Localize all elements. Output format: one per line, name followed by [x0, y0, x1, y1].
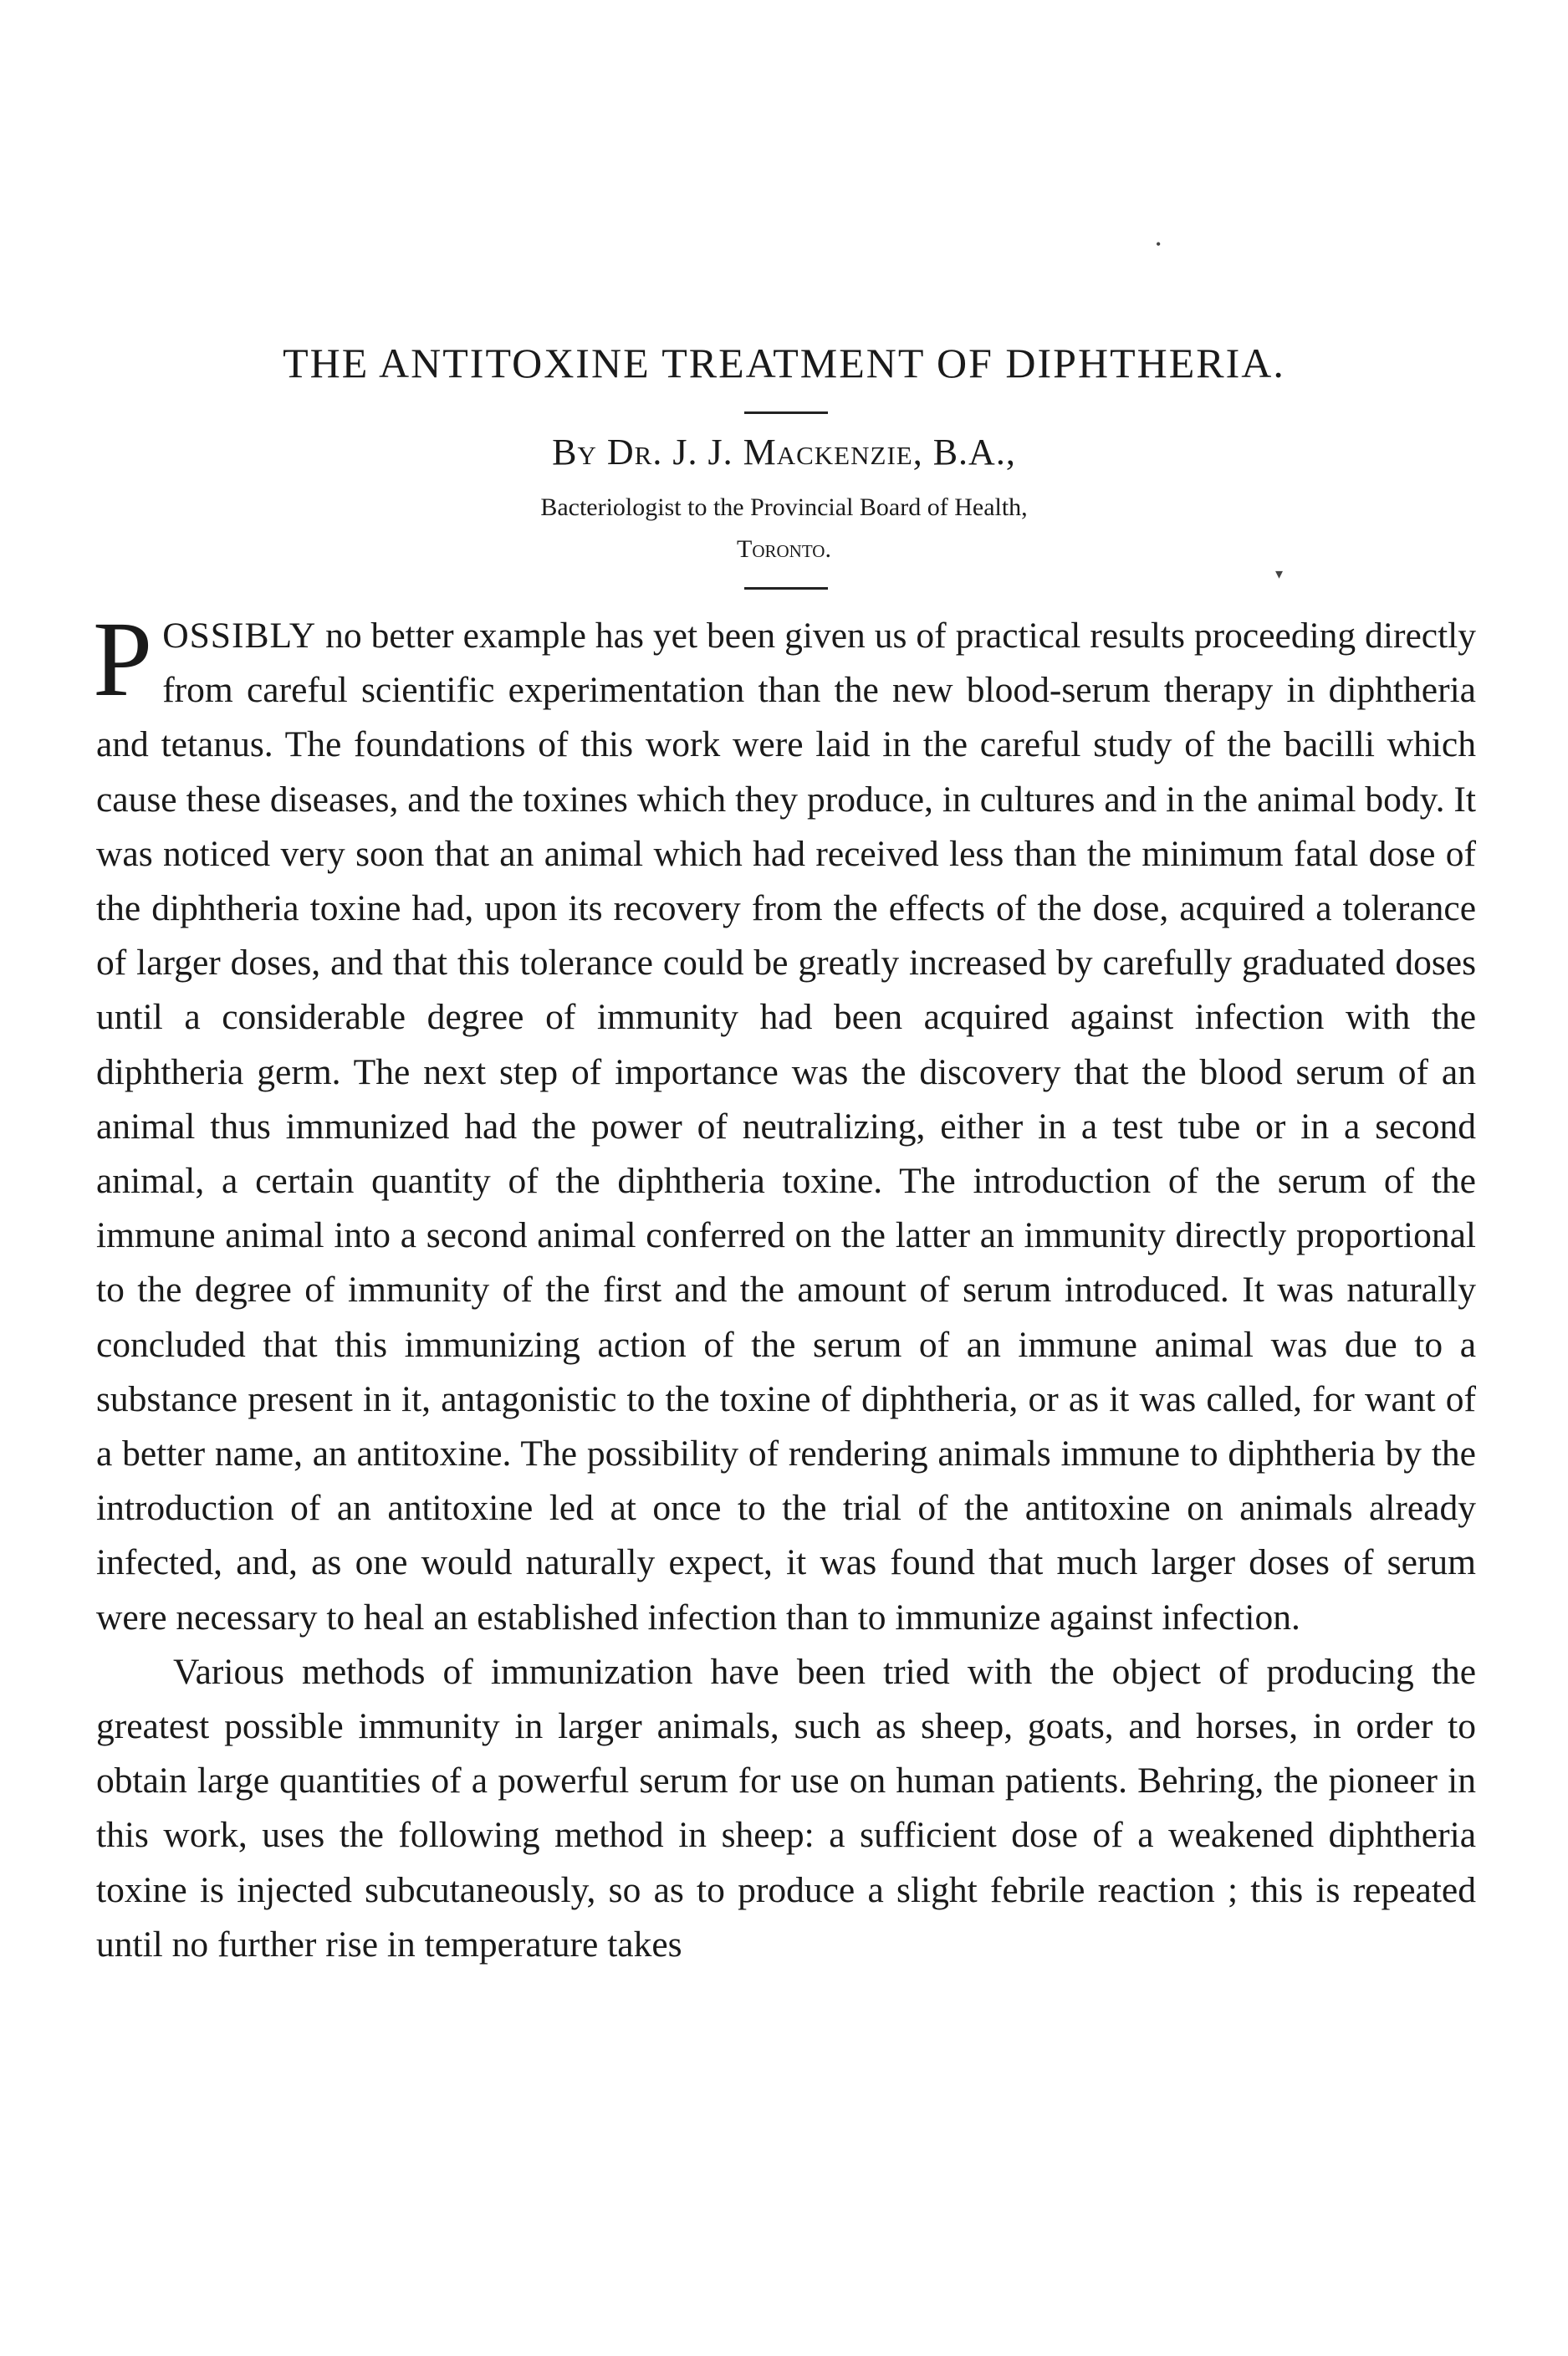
stray-dot-mark: • [1156, 236, 1162, 253]
drop-cap: P [93, 600, 153, 718]
author-city: Toronto. [737, 535, 831, 563]
paragraph-1-text: no better example has yet been given us of practical results proceeding directly from careful scientific experimentation than the new blood-serum therapy in diphtheria and tetanus. The foundations of this work were laid in the careful study of the bacilli which cause these diseases, and the toxines which they produce, in cultures and in the animal body. It was noticed very soon that an animal which had received less than the minimum fatal dose of the diphtheria toxine had, upon its recovery from the effects of the dose, acquired a tolerance of larger doses, and that this tolerance could be greatly increased by carefully graduated doses until a considerable degree of immunity had been acquired against infection with the diphtheria germ. The next step of importance was the discovery that the blood serum of an animal thus immunized had the power of neutralizing, either in a test tube or in a second animal, a certain quantity of the diphtheria toxine. The introduction of the serum of the immune animal into a second animal conferred on the latter an immunity directly proportional to the degree of immunity of the first and the amount of serum introduced. It was naturally concluded that this immunizing action of the serum of an immune animal was due to a substance present in it, antagonistic to the toxine of diphtheria, or as it was called, for want of a better name, an antitoxine. The possibility of rendering animals immune to diphtheria by the introduction of an antitoxine led at once to the trial of the antitoxine on animals already infected, and, as one would naturally expect, it was found that much larger doses of serum were necessary to heal an established infection than to immunize against infection. [96, 616, 1476, 1638]
paragraph-1 [93, 600, 1476, 1645]
author-affiliation: Bacteriologist to the Provincial Board of Health, [540, 493, 1028, 521]
author-byline [0, 431, 1568, 473]
article-title: THE ANTITOXINE TREATMENT OF DIPHTHERIA. [283, 340, 1285, 386]
article-body [93, 600, 1476, 1972]
title-divider [744, 411, 828, 414]
stray-arrow-mark: ▾ [1275, 565, 1284, 582]
lead-word: OSSIBLY [162, 616, 317, 656]
paragraph-2: Various methods of immunization have been tried with the object of producing the greatest possible immunity in larger animals, such as sheep, goats, and horses, in order to obtain large quantities of a powerful serum for use on human patients. Behring, the pioneer in this work, uses the following method in sheep: a sufficient dose of a weakened diphtheria toxine is injected subcutaneously, so as to produce a slight febrile reaction ; this is repeated until no further rise in temperature takes [96, 1651, 1476, 1965]
author-name: By Dr. J. J. Mackenzie, B.A., [552, 432, 1016, 473]
byline-divider [744, 587, 828, 590]
